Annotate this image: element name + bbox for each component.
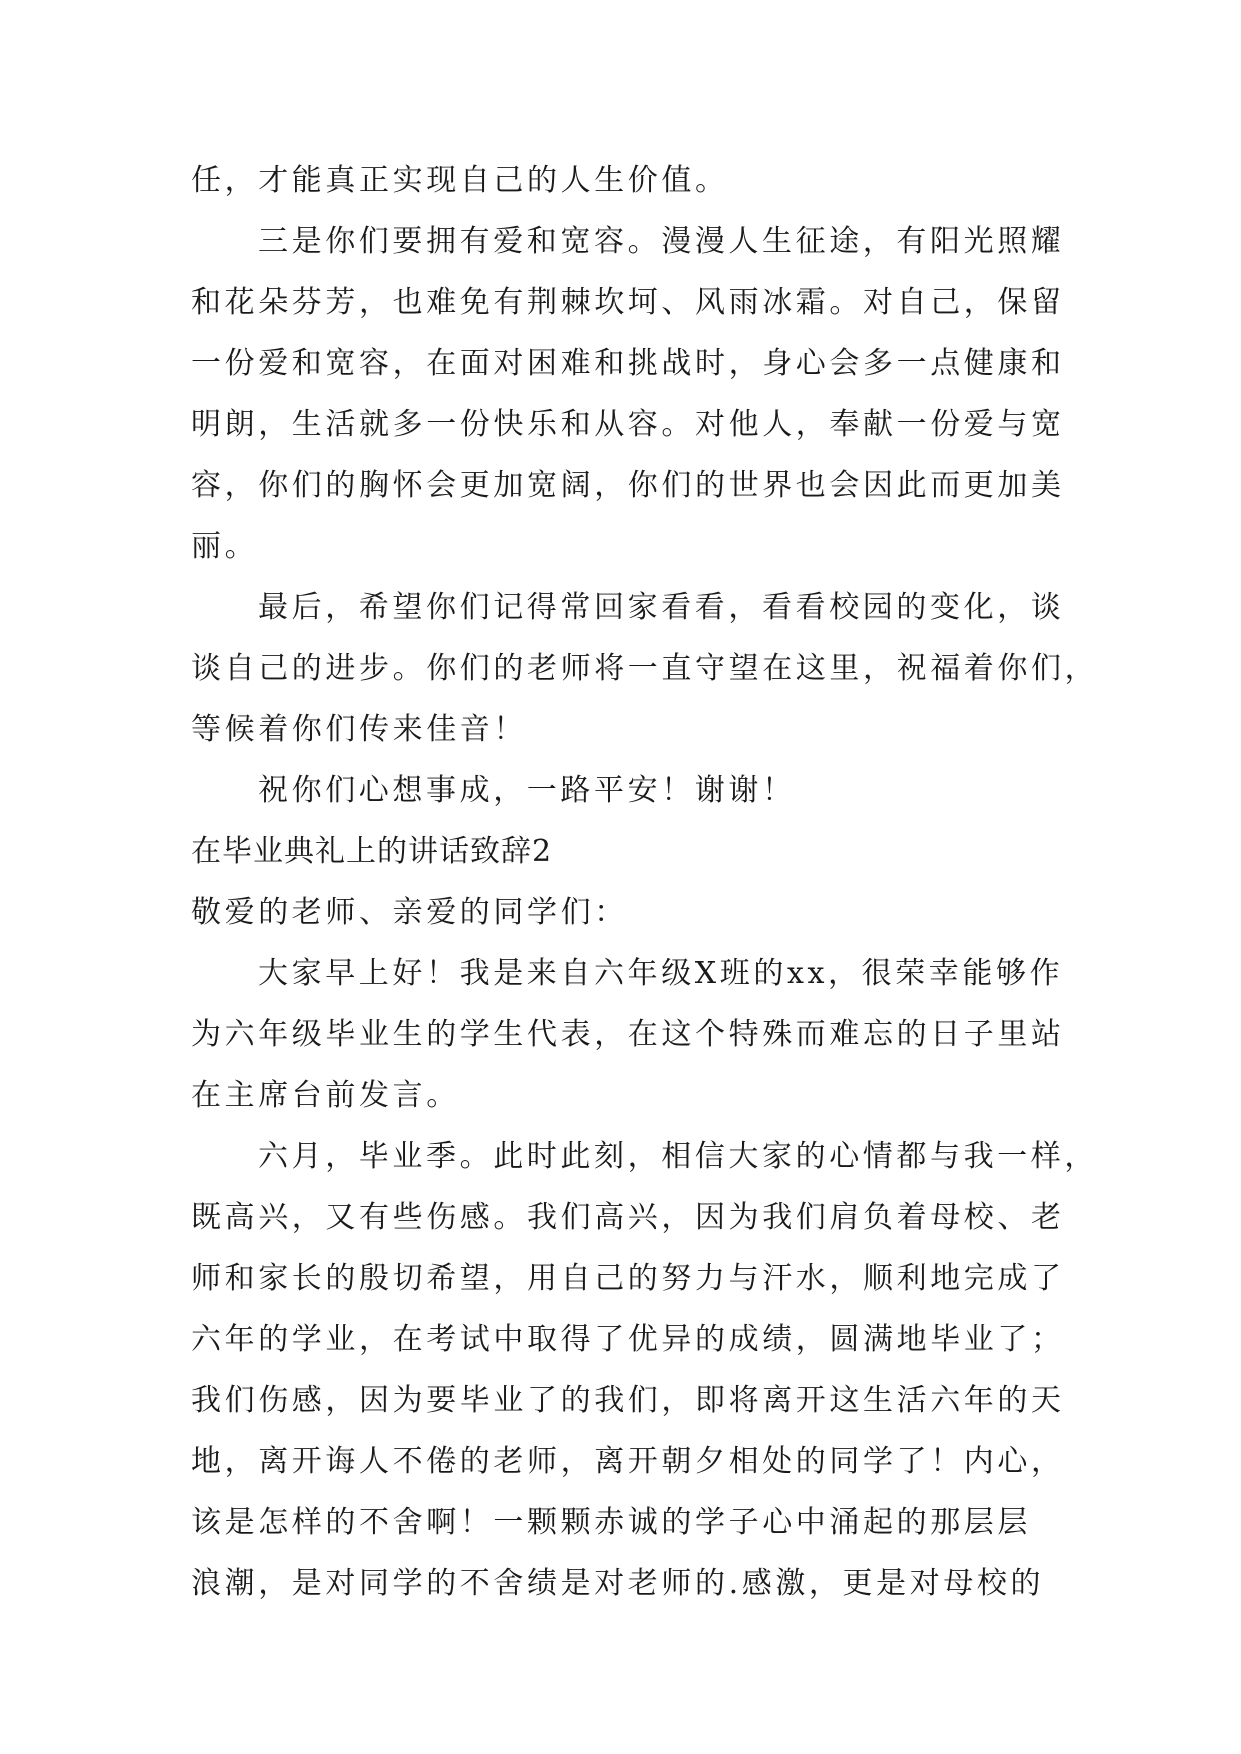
text-line: 大家早上好！我是来自六年级X班的xx，很荣幸能够作: [258, 956, 1064, 991]
section-heading: 在毕业典礼上的讲话致辞2: [191, 834, 553, 869]
text-line: 敬爱的老师、亲爱的同学们：: [191, 895, 628, 930]
text-line: 明朗，生活就多一份快乐和从容。对他人，奉献一份爱与宽: [191, 407, 1065, 442]
text-line: 最后，希望你们记得常回家看看，看看校园的变化，谈: [258, 590, 1065, 625]
text-line: 和花朵芬芳，也难免有荆棘坎坷、风雨冰霜。对自己，保留: [191, 285, 1065, 320]
text-line: 在主席台前发言。: [191, 1078, 460, 1113]
text-line: 师和家长的殷切希望，用自己的努力与汗水，顺利地完成了: [191, 1261, 1065, 1296]
document-body: [191, 150, 1099, 1614]
text-line: 三是你们要拥有爱和宽容。漫漫人生征途，有阳光照耀: [258, 224, 1065, 259]
text-line: 谈自己的进步。你们的老师将一直守望在这里，祝福着你们，: [191, 651, 1099, 686]
text-line: 一份爱和宽容，在面对困难和挑战时，身心会多一点健康和: [191, 346, 1065, 381]
text-line: 六年的学业，在考试中取得了优异的成绩，圆满地毕业了；: [191, 1322, 1065, 1357]
text-line: 既高兴，又有些伤感。我们高兴，因为我们肩负着母校、老: [191, 1200, 1065, 1235]
text-line: 任，才能真正实现自己的人生价值。: [191, 163, 729, 198]
text-line: 容，你们的胸怀会更加宽阔，你们的世界也会因此而更加美: [191, 468, 1065, 503]
text-line: 丽。: [191, 529, 259, 564]
text-line: 该是怎样的不舍啊！一颗颗赤诚的学子心中涌起的那层层: [191, 1505, 1031, 1540]
text-line: 浪潮，是对同学的不舍绩是对老师的.感激，更是对母校的: [191, 1566, 1045, 1601]
text-line: 六月，毕业季。此时此刻，相信大家的心情都与我一样，: [258, 1139, 1098, 1174]
text-line: 我们伤感，因为要毕业了的我们，即将离开这生活六年的天: [191, 1383, 1065, 1418]
text-line: 为六年级毕业生的学生代表，在这个特殊而难忘的日子里站: [191, 1017, 1065, 1052]
text-line: 等候着你们传来佳音！: [191, 712, 527, 747]
text-line: 祝你们心想事成，一路平安！谢谢！: [258, 773, 796, 808]
text-line: 地，离开诲人不倦的老师，离开朝夕相处的同学了！内心，: [191, 1444, 1065, 1479]
